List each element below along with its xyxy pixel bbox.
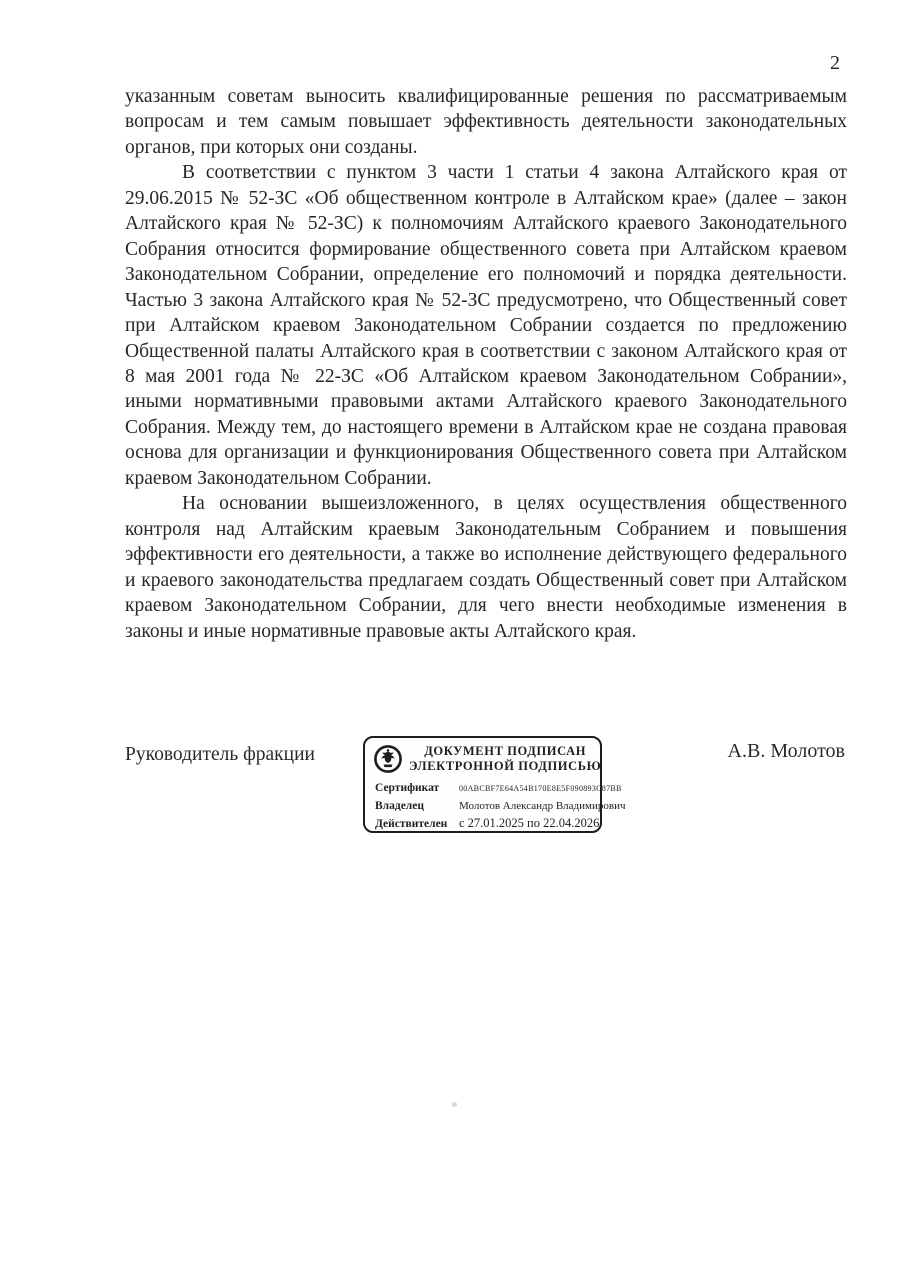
signer-name: А.В. Молотов	[727, 740, 845, 762]
stamp-field-label: Действителен	[375, 818, 448, 830]
stamp-fields	[373, 781, 626, 832]
stamp-field-owner	[375, 799, 626, 814]
e-signature-stamp	[363, 736, 626, 833]
stamp-field-validity	[375, 816, 600, 832]
paragraph-1: указанным советам выносить квалифицированные решения по рассматриваемым вопросам и тем самым повышает эффективность деятельности законодательных органов, при которых они созданы.	[125, 86, 847, 158]
stamp-title-line2: ЭЛЕКТРОННОЙ ПОДПИСЬЮ	[409, 759, 602, 773]
signer-position-label: Руководитель фракции	[125, 744, 315, 765]
stamp-title-line1: ДОКУМЕНТ ПОДПИСАН	[424, 743, 587, 758]
stamp-field-certificate	[375, 781, 622, 797]
paragraph-2: В соответствии с пунктом 3 части 1 статьи 4 закона Алтайского края от 29.06.2015 № 52-ЗС «Об общественном контроле в Алтайском крае» (далее – закон Алтайского края № 52-ЗС) к полномочиям Алтайского краевого Законодательного Собрания относится формирование общественного совета при Алтайском краевом Законодательном Собрании, определение его полномочий и порядка деятельности. Частью 3 закона Алтайского края № 52-ЗС предусмотрено, что Общественный совет при Алтайском краевом Законодательном Собрании создается по предложению Общественной палаты Алтайского края в соответствии с законом Алтайского края от 8 мая 2001 года № 22-ЗС «Об Алтайском краевом Законодательном Собрании», иными нормативными правовыми актами Алтайского краевого Законодательного Собрания. Между тем, до настоящего времени в Алтайском крае не создана правовая основа для организации и функционирования Общественного совета при Алтайском краевом Законодательном Собрании.	[125, 162, 847, 489]
stamp-title	[409, 744, 601, 775]
stamp-field-value: Молотов Александр Владимирович	[459, 800, 626, 812]
stamp-field-label: Владелец	[375, 800, 424, 812]
stamp-field-value: с 27.01.2025 по 22.04.2026	[459, 816, 600, 830]
paragraph-3: На основании вышеизложенного, в целях осуществления общественного контроля над Алтайским краевым Законодательным Собранием и повышения эффективности его деятельности, а также во исполнение действующего федерального и краевого законодательства предлагаем создать Общественный совет при Алтайском краевом Законодательном Собрании, для чего внести необходимые изменения в законы и иные нормативные правовые акты Алтайского края.	[125, 493, 847, 642]
page-number: 2	[830, 52, 840, 74]
stamp-field-label: Сертификат	[375, 782, 440, 794]
document-body	[125, 84, 847, 644]
scan-artifact-speck	[452, 1102, 457, 1107]
coat-of-arms-icon	[373, 743, 403, 775]
stamp-header	[373, 743, 602, 775]
stamp-field-value: 00ABCBF7E64A54B170E8E5F090893C87BB	[459, 784, 622, 793]
